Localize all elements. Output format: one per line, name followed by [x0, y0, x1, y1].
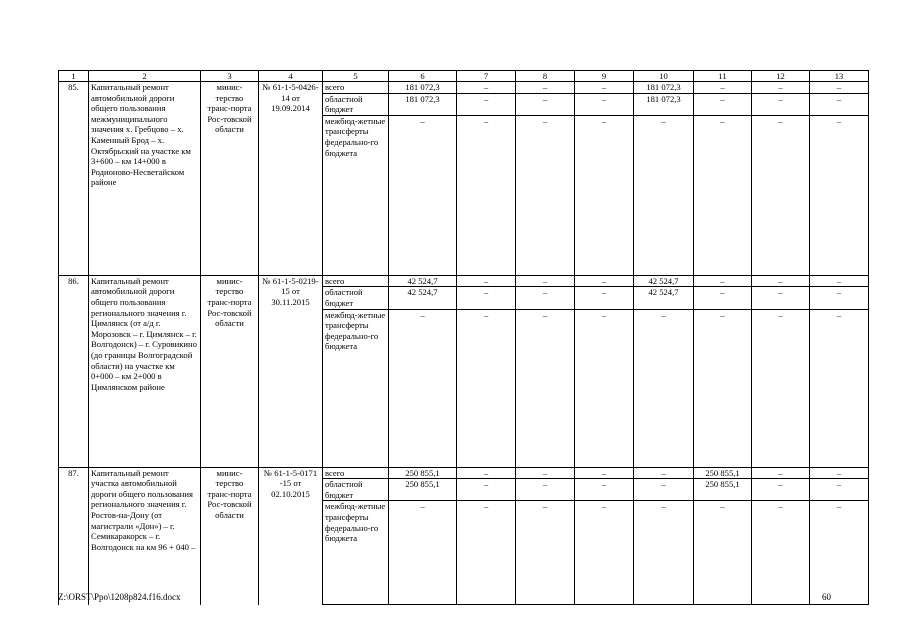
col-header: 9	[575, 71, 634, 82]
amount-cell-col-6: 181 072,3	[389, 93, 457, 115]
row-number: 85.	[59, 82, 89, 276]
amount-cell-col-13: –	[810, 93, 869, 115]
amount-cell-col-7: –	[457, 82, 516, 94]
amount-cell-col-6: –	[389, 115, 457, 275]
amount-cell-col-13: –	[810, 501, 869, 605]
amount-cell-col-10: 42 524,7	[634, 275, 694, 287]
col-header: 10	[634, 71, 694, 82]
funding-source: всего	[323, 467, 389, 479]
funding-source: межбюд-жетные трансферты федерально-го бюджета	[323, 309, 389, 467]
amount-cell-col-12: –	[752, 501, 810, 605]
amount-cell-col-8: –	[516, 82, 575, 94]
customer-org: минис-терство транс-порта Рос-товской области	[201, 467, 259, 605]
object-name: Капитальный ремонт автомобильной дороги общего пользования межмуниципального значения х. Гребцово – х. Каменный Брод – х. Октябрьский на участке км 3+600 – км 14+000 в Родионово-Несветайском районе	[89, 82, 201, 276]
amount-cell-col-12: –	[752, 115, 810, 275]
amount-cell-col-8: –	[516, 479, 575, 501]
approval-doc: № 61-1-5-0171 -15 от 02.10.2015	[259, 467, 323, 605]
amount-cell-col-9: –	[575, 479, 634, 501]
amount-cell-col-6: –	[389, 309, 457, 467]
amount-cell-col-10: –	[634, 479, 694, 501]
amount-cell-col-12: –	[752, 275, 810, 287]
amount-cell-col-13: –	[810, 479, 869, 501]
amount-cell-col-12: –	[752, 287, 810, 309]
amount-cell-col-11: –	[694, 82, 752, 94]
amount-cell-col-11: –	[694, 501, 752, 605]
amount-cell-col-7: –	[457, 93, 516, 115]
amount-cell-col-12: –	[752, 309, 810, 467]
amount-cell-col-9: –	[575, 82, 634, 94]
page-number: 60	[822, 592, 831, 602]
amount-cell-col-10: –	[634, 467, 694, 479]
amount-cell-col-11: 250 855,1	[694, 467, 752, 479]
funding-source: межбюд-жетные трансферты федерально-го бюджета	[323, 115, 389, 275]
amount-cell-col-8: –	[516, 275, 575, 287]
amount-cell-col-10: 181 072,3	[634, 82, 694, 94]
amount-cell-col-8: –	[516, 93, 575, 115]
col-header: 5	[323, 71, 389, 82]
amount-cell-col-12: –	[752, 82, 810, 94]
header-row	[59, 71, 869, 82]
row-number: 86.	[59, 275, 89, 467]
amount-cell-col-7: –	[457, 287, 516, 309]
customer-org: минис-терство транс-порта Рос-товской области	[201, 275, 259, 467]
col-header: 1	[59, 71, 89, 82]
amount-cell-col-11: –	[694, 287, 752, 309]
col-header: 2	[89, 71, 201, 82]
table-row	[59, 467, 869, 479]
amount-cell-col-7: –	[457, 275, 516, 287]
amount-cell-col-8: –	[516, 467, 575, 479]
amount-cell-col-9: –	[575, 93, 634, 115]
amount-cell-col-8: –	[516, 309, 575, 467]
amount-cell-col-9: –	[575, 309, 634, 467]
amount-cell-col-6: –	[389, 501, 457, 605]
amount-cell-col-6: 42 524,7	[389, 275, 457, 287]
col-header: 13	[810, 71, 869, 82]
col-header: 4	[259, 71, 323, 82]
amount-cell-col-12: –	[752, 479, 810, 501]
amount-cell-col-8: –	[516, 501, 575, 605]
amount-cell-col-6: 42 524,7	[389, 287, 457, 309]
amount-cell-col-11: 250 855,1	[694, 479, 752, 501]
amount-cell-col-11: –	[694, 93, 752, 115]
amount-cell-col-9: –	[575, 501, 634, 605]
budget-table	[58, 70, 869, 605]
amount-cell-col-12: –	[752, 93, 810, 115]
amount-cell-col-7: –	[457, 479, 516, 501]
file-path: Z:\ORST\Ppo\1208p824.f16.docx	[58, 592, 181, 602]
col-header: 8	[516, 71, 575, 82]
object-name: Капитальный ремонт автомобильной дороги общего пользования регионального значения г. Цимлянск (от а/д г. Морозовск – г. Цимлянск – г. Волгодонск) – г. Суровикино (до границы Волгоградской области) на участке км 0+000 – км 2+000 в Цимлянском районе	[89, 275, 201, 467]
col-header: 3	[201, 71, 259, 82]
amount-cell-col-9: –	[575, 115, 634, 275]
amount-cell-col-9: –	[575, 467, 634, 479]
funding-source: всего	[323, 275, 389, 287]
approval-doc: № 61-1-5-0426-14 от 19.09.2014	[259, 82, 323, 276]
amount-cell-col-12: –	[752, 467, 810, 479]
amount-cell-col-11: –	[694, 309, 752, 467]
amount-cell-col-10: –	[634, 501, 694, 605]
amount-cell-col-13: –	[810, 467, 869, 479]
funding-source: областной бюджет	[323, 93, 389, 115]
col-header: 6	[389, 71, 457, 82]
amount-cell-col-13: –	[810, 115, 869, 275]
amount-cell-col-10: 181 072,3	[634, 93, 694, 115]
amount-cell-col-9: –	[575, 287, 634, 309]
amount-cell-col-7: –	[457, 501, 516, 605]
amount-cell-col-11: –	[694, 275, 752, 287]
approval-doc: № 61-1-5-0219-15 от 30.11.2015	[259, 275, 323, 467]
col-header: 7	[457, 71, 516, 82]
amount-cell-col-7: –	[457, 309, 516, 467]
amount-cell-col-9: –	[575, 275, 634, 287]
funding-source: всего	[323, 82, 389, 94]
object-name: Капитальный ремонт участка автомобильной дороги общего пользования регионального значения г. Ростов-на-Дону (от магистрали «Дон») – г. Семикаракорск – г. Волгодонск на км 96 + 040 –	[89, 467, 201, 605]
col-header: 11	[694, 71, 752, 82]
amount-cell-col-10: –	[634, 309, 694, 467]
amount-cell-col-6: 250 855,1	[389, 479, 457, 501]
amount-cell-col-13: –	[810, 275, 869, 287]
col-header: 12	[752, 71, 810, 82]
amount-cell-col-10: 42 524,7	[634, 287, 694, 309]
table-row	[59, 82, 869, 94]
amount-cell-col-8: –	[516, 115, 575, 275]
amount-cell-col-6: 181 072,3	[389, 82, 457, 94]
amount-cell-col-13: –	[810, 82, 869, 94]
amount-cell-col-11: –	[694, 115, 752, 275]
row-number: 87.	[59, 467, 89, 605]
funding-source: областной бюджет	[323, 287, 389, 309]
table-row	[59, 275, 869, 287]
amount-cell-col-13: –	[810, 309, 869, 467]
funding-source: межбюд-жетные трансферты федерально-го бюджета	[323, 501, 389, 605]
amount-cell-col-7: –	[457, 467, 516, 479]
customer-org: минис-терство транс-порта Рос-товской области	[201, 82, 259, 276]
funding-source: областной бюджет	[323, 479, 389, 501]
amount-cell-col-10: –	[634, 115, 694, 275]
amount-cell-col-7: –	[457, 115, 516, 275]
amount-cell-col-6: 250 855,1	[389, 467, 457, 479]
amount-cell-col-13: –	[810, 287, 869, 309]
amount-cell-col-8: –	[516, 287, 575, 309]
